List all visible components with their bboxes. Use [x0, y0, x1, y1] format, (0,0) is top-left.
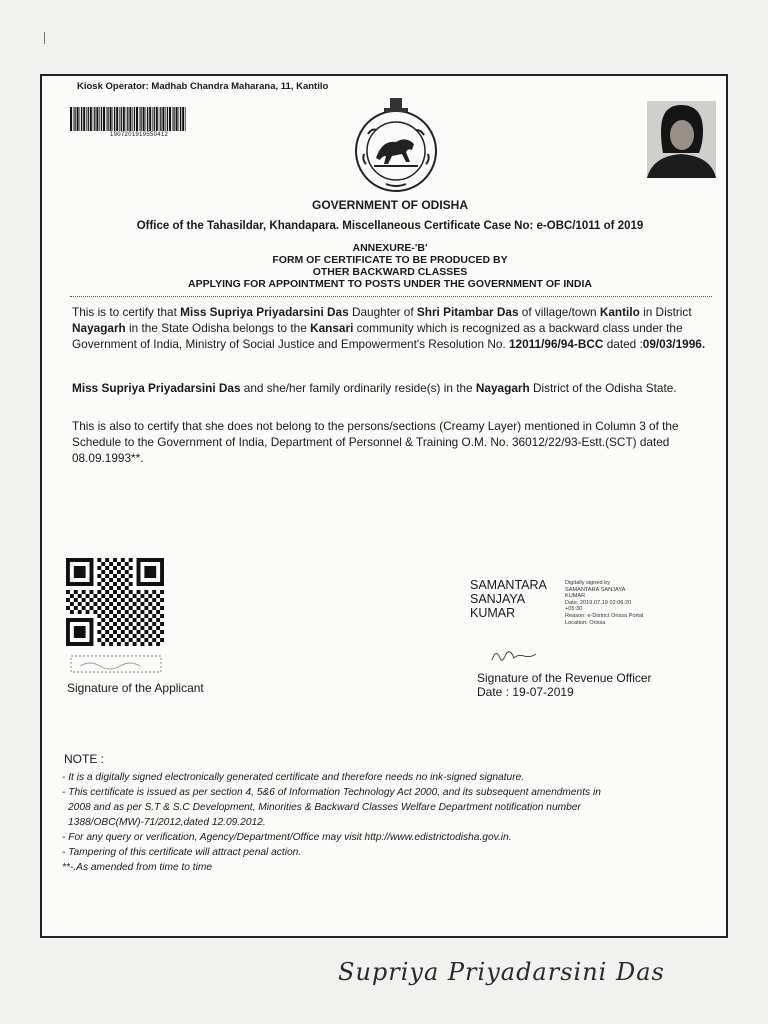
qr-module — [105, 606, 109, 610]
qr-module — [117, 594, 121, 598]
barcode-bar — [176, 107, 178, 131]
village: Kantilo — [599, 305, 640, 319]
barcode-bar — [107, 107, 108, 131]
qr-module — [144, 606, 148, 610]
barcode-bar — [81, 107, 82, 131]
barcode-bar — [159, 107, 160, 131]
qr-module — [109, 626, 113, 630]
qr-module — [148, 618, 152, 622]
parent-name: Shri Pitambar Das — [416, 305, 519, 319]
qr-module — [105, 582, 109, 586]
qr-module — [129, 574, 133, 578]
qr-module — [148, 634, 152, 638]
qr-module — [160, 590, 164, 594]
qr-module — [129, 606, 133, 610]
barcode-bar — [110, 107, 112, 131]
barcode-bar — [149, 107, 151, 131]
qr-module — [160, 630, 164, 634]
qr-module — [133, 626, 137, 630]
qr-module — [152, 622, 156, 626]
qr-module — [125, 570, 129, 574]
qr-module — [129, 630, 133, 634]
qr-module — [144, 622, 148, 626]
barcode-bar — [121, 107, 122, 131]
barcode-bar — [167, 107, 168, 131]
resolution-number: 12011/96/94-BCC — [508, 337, 604, 351]
signer-name-line: KUMAR — [470, 606, 516, 620]
qr-module — [82, 606, 86, 610]
qr-module — [121, 606, 125, 610]
qr-module — [93, 602, 97, 606]
barcode-bar — [119, 107, 120, 131]
handwritten-signature: Supriya Priyadarsini Das — [338, 958, 665, 986]
barcode-bar — [143, 107, 145, 131]
note-item-continuation: 2008 and as per S.T & S.C Development, Minorities & Backward Classes Welfare Department notification number — [68, 802, 581, 813]
qr-module — [93, 594, 97, 598]
qr-module — [140, 602, 144, 606]
barcode-bar — [114, 107, 115, 131]
qr-module — [97, 630, 101, 634]
qr-module — [78, 610, 82, 614]
qr-module — [97, 606, 101, 610]
annexure-heading — [60, 242, 720, 290]
barcode-bar — [162, 107, 164, 131]
barcode-bar — [140, 107, 141, 131]
barcode-bar — [152, 107, 153, 131]
qr-module — [97, 590, 101, 594]
qr-module — [90, 598, 94, 602]
qr-module — [156, 626, 160, 630]
qr-module — [129, 566, 133, 570]
qr-module — [160, 606, 164, 610]
qr-module — [86, 610, 90, 614]
qr-module — [140, 642, 144, 646]
odisha-emblem-icon — [346, 94, 446, 194]
qr-module — [109, 586, 113, 590]
qr-module — [109, 594, 113, 598]
qr-module — [152, 598, 156, 602]
certificate-paragraph-1 — [72, 304, 712, 352]
barcode-bar — [77, 107, 79, 131]
qr-module — [144, 614, 148, 618]
signer-name-line: SANJAYA — [470, 592, 526, 606]
qr-module — [129, 558, 133, 562]
note-item: **-.As amended from time to time — [62, 862, 213, 873]
qr-module — [113, 638, 117, 642]
qr-module — [105, 622, 109, 626]
qr-module — [117, 618, 121, 622]
qr-module — [113, 574, 117, 578]
qr-module — [105, 574, 109, 578]
qr-module — [156, 618, 160, 622]
qr-module — [86, 594, 90, 598]
community: Kansari — [310, 321, 354, 335]
qr-module — [70, 594, 74, 598]
officer-initials — [488, 646, 544, 666]
qr-module — [117, 562, 121, 566]
qr-module — [78, 602, 82, 606]
qr-module — [117, 642, 121, 646]
form-line-2: OTHER BACKWARD CLASSES — [312, 266, 468, 278]
qr-module — [129, 582, 133, 586]
qr-module — [117, 570, 121, 574]
qr-module — [105, 590, 109, 594]
qr-module — [74, 598, 78, 602]
barcode-bar — [73, 107, 74, 131]
barcode-bar — [96, 107, 98, 131]
qr-module — [133, 618, 137, 622]
barcode-bar — [154, 107, 155, 131]
barcode-bar — [160, 107, 161, 131]
barcode-bar — [80, 107, 81, 131]
form-line-3: APPLYING FOR APPOINTMENT TO POSTS UNDER THE GOVERNMENT OF INDIA — [188, 278, 592, 290]
qr-module — [133, 610, 137, 614]
qr-module — [113, 630, 117, 634]
qr-module — [66, 590, 70, 594]
digital-signer-name — [470, 578, 547, 620]
qr-module — [113, 566, 117, 570]
qr-module — [97, 558, 101, 562]
qr-module — [66, 598, 70, 602]
qr-module — [117, 602, 121, 606]
qr-module — [101, 602, 105, 606]
certificate-paragraph-3: This is also to certify that she does not belong to the persons/sections (Creamy Layer) mentioned in Column 3 of the Schedule to the Government of India, Department of Personnel & Training O.M. No. 36012/22/93-Estt.(SCT) dated 08.09.1993**. — [72, 419, 679, 465]
qr-module — [148, 602, 152, 606]
qr-module — [121, 574, 125, 578]
barcode-bar — [123, 107, 125, 131]
note-item: - This certificate is issued as per section 4, 5&6 of Information Technology Act 2000, and its subsequent amendments in — [62, 787, 601, 798]
qr-module — [152, 590, 156, 594]
text: of village/town — [518, 305, 600, 319]
qr-module — [152, 638, 156, 642]
certificate-paragraph-2 — [72, 380, 712, 396]
barcode — [70, 107, 188, 131]
qr-module — [113, 614, 117, 618]
qr-module — [97, 622, 101, 626]
qr-module — [101, 634, 105, 638]
qr-module — [140, 594, 144, 598]
text: in the State Odisha belongs to the — [125, 321, 311, 335]
qr-module — [117, 626, 121, 630]
signature-date: Date : 19-07-2019 — [477, 685, 574, 699]
barcode-number: 1907201919550412 — [110, 132, 169, 138]
qr-module — [105, 614, 109, 618]
qr-module — [113, 590, 117, 594]
qr-module — [140, 626, 144, 630]
meta-line: KUMAR — [565, 593, 586, 600]
qr-module — [82, 598, 86, 602]
barcode-bar — [88, 107, 89, 131]
qr-module — [70, 610, 74, 614]
qr-module — [160, 614, 164, 618]
barcode-bar — [93, 107, 94, 131]
qr-module — [121, 582, 125, 586]
qr-module — [125, 618, 129, 622]
qr-module — [93, 610, 97, 614]
qr-module — [129, 638, 133, 642]
barcode-bar — [139, 107, 140, 131]
qr-module — [109, 610, 113, 614]
qr-module — [137, 598, 141, 602]
qr-module — [97, 574, 101, 578]
qr-module — [74, 606, 78, 610]
qr-module — [113, 598, 117, 602]
qr-module — [109, 618, 113, 622]
qr-module — [97, 566, 101, 570]
barcode-bar — [179, 107, 180, 131]
qr-module — [113, 558, 117, 562]
barcode-bar — [106, 107, 107, 131]
qr-module — [105, 630, 109, 634]
qr-module — [133, 642, 137, 646]
qr-finder — [74, 566, 86, 578]
text: and she/her family ordinarily reside(s) in the — [240, 381, 476, 395]
qr-module — [160, 622, 164, 626]
qr-module — [121, 630, 125, 634]
qr-module — [78, 594, 82, 598]
qr-module — [140, 618, 144, 622]
qr-module — [101, 562, 105, 566]
barcode-bar — [146, 107, 147, 131]
applicant-name: Miss Supriya Priyadarsini Das — [72, 381, 241, 395]
qr-module — [101, 618, 105, 622]
qr-module — [97, 614, 101, 618]
qr-module — [109, 578, 113, 582]
qr-module — [156, 602, 160, 606]
qr-module — [137, 622, 141, 626]
qr-module — [144, 598, 148, 602]
qr-module — [101, 578, 105, 582]
qr-module — [90, 606, 94, 610]
qr-module — [144, 630, 148, 634]
qr-module — [148, 626, 152, 630]
barcode-bar — [185, 107, 186, 131]
qr-module — [101, 594, 105, 598]
barcode-bar — [70, 107, 72, 131]
barcode-bar — [169, 107, 171, 131]
qr-module — [109, 634, 113, 638]
qr-module — [156, 610, 160, 614]
text: community which is recognized as a backward class under the Government of India, Ministry of Social Justice and Empowerment's Resolution No. — [72, 321, 683, 351]
qr-module — [137, 630, 141, 634]
barcode-bar — [126, 107, 127, 131]
qr-module — [133, 634, 137, 638]
barcode-bar — [147, 107, 148, 131]
digital-signature-details — [565, 580, 675, 626]
qr-module — [70, 602, 74, 606]
barcode-bar — [99, 107, 100, 131]
qr-module — [137, 614, 141, 618]
qr-module — [117, 634, 121, 638]
resolution-date: 09/03/1996. — [642, 337, 706, 351]
barcode-bar — [127, 107, 128, 131]
qr-module — [113, 606, 117, 610]
qr-module — [156, 642, 160, 646]
applicant-name: Miss Supriya Priyadarsini Das — [180, 305, 349, 319]
qr-module — [125, 642, 129, 646]
barcode-bar — [74, 107, 75, 131]
qr-code — [66, 558, 164, 646]
qr-module — [156, 594, 160, 598]
qr-module — [125, 634, 129, 638]
qr-module — [156, 634, 160, 638]
meta-line: Date: 2019.07.19 02:06:20 — [565, 599, 632, 606]
qr-module — [148, 610, 152, 614]
qr-module — [160, 638, 164, 642]
qr-module — [86, 602, 90, 606]
note-item: - It is a digitally signed electronically generated certificate and therefore needs no ink-signed signature. — [62, 772, 525, 783]
qr-module — [105, 566, 109, 570]
barcode-bar — [113, 107, 114, 131]
note-item: - For any query or verification, Agency/Department/Office may visit http://www.edistrictodisha.gov.in. — [62, 832, 512, 843]
qr-module — [97, 598, 101, 602]
qr-module — [125, 562, 129, 566]
meta-line: Reason: e-District Orissa Portal — [565, 612, 644, 619]
text: dated : — [603, 337, 643, 351]
qr-module — [125, 586, 129, 590]
qr-module — [109, 602, 113, 606]
qr-module — [101, 570, 105, 574]
qr-module — [125, 610, 129, 614]
qr-module — [121, 566, 125, 570]
qr-module — [152, 614, 156, 618]
qr-module — [109, 570, 113, 574]
qr-module — [105, 638, 109, 642]
qr-module — [74, 590, 78, 594]
qr-module — [121, 622, 125, 626]
qr-module — [129, 622, 133, 626]
barcode-bar — [101, 107, 102, 131]
note-item-continuation: 1388/OBC(MW)-71/2012,dated 12.09.2012. — [68, 817, 266, 828]
qr-module — [109, 562, 113, 566]
text: Daughter of — [348, 305, 417, 319]
barcode-bar — [165, 107, 166, 131]
barcode-bar — [136, 107, 138, 131]
qr-module — [121, 614, 125, 618]
meta-line: SAMANTARA SANJAYA — [565, 586, 626, 593]
qr-module — [121, 558, 125, 562]
barcode-bar — [172, 107, 173, 131]
qr-module — [113, 622, 117, 626]
signer-name-line: SAMANTARA — [470, 578, 547, 592]
note-item: - Tampering of this certificate will attract penal action. — [62, 847, 302, 858]
qr-module — [113, 582, 117, 586]
barcode-bar — [129, 107, 131, 131]
barcode-bar — [90, 107, 92, 131]
qr-module — [148, 642, 152, 646]
barcode-bar — [156, 107, 158, 131]
barcode-bar — [180, 107, 181, 131]
government-heading: GOVERNMENT OF ODISHA — [311, 198, 468, 212]
qr-module — [125, 578, 129, 582]
district: Nayagarh — [72, 321, 126, 335]
annexure-label: ANNEXURE-'B' — [352, 242, 428, 254]
qr-module — [152, 606, 156, 610]
qr-module — [137, 606, 141, 610]
text: in District — [639, 305, 692, 319]
office-case-line: Office of the Tahasildar, Khandapara. Miscellaneous Certificate Case No: e-OBC/1011 of 2019 — [136, 220, 644, 232]
qr-module — [101, 610, 105, 614]
applicant-signature-stamp — [70, 655, 162, 673]
qr-module — [129, 598, 133, 602]
qr-module — [144, 638, 148, 642]
text: This is to certify that — [72, 305, 181, 319]
qr-module — [125, 626, 129, 630]
barcode-bar — [86, 107, 87, 131]
applicant-photo — [647, 101, 716, 178]
form-line-1: FORM OF CERTIFICATE TO BE PRODUCED BY — [272, 254, 508, 266]
meta-line: Digitally signed by — [565, 580, 611, 586]
barcode-bar — [83, 107, 85, 131]
scan-mark — [44, 32, 45, 44]
qr-module — [125, 594, 129, 598]
qr-module — [160, 598, 164, 602]
qr-module — [133, 602, 137, 606]
qr-module — [105, 558, 109, 562]
note-heading: NOTE : — [64, 752, 105, 766]
revenue-officer-label: Signature of the Revenue Officer — [477, 671, 652, 685]
qr-module — [82, 590, 86, 594]
meta-line: Location: Orissa — [565, 619, 606, 626]
qr-module — [90, 590, 94, 594]
qr-module — [105, 598, 109, 602]
qr-finder — [144, 566, 156, 578]
qr-module — [125, 602, 129, 606]
divider — [70, 296, 712, 297]
revenue-officer-block — [477, 671, 652, 699]
barcode-bar — [94, 107, 95, 131]
qr-module — [129, 590, 133, 594]
meta-line: +05:30 — [565, 606, 583, 613]
barcode-bar — [132, 107, 133, 131]
qr-module — [137, 638, 141, 642]
district: Nayagarh — [475, 381, 530, 395]
qr-module — [109, 642, 113, 646]
qr-module — [140, 610, 144, 614]
qr-module — [97, 638, 101, 642]
barcode-bar — [182, 107, 184, 131]
qr-module — [140, 634, 144, 638]
qr-module — [148, 594, 152, 598]
barcode-bar — [116, 107, 118, 131]
qr-module — [97, 582, 101, 586]
barcode-bar — [103, 107, 105, 131]
applicant-signature-label: Signature of the Applicant — [67, 681, 204, 695]
qr-module — [121, 638, 125, 642]
qr-module — [121, 590, 125, 594]
qr-module — [129, 614, 133, 618]
qr-module — [133, 594, 137, 598]
qr-module — [121, 598, 125, 602]
qr-module — [117, 586, 121, 590]
barcode-bar — [134, 107, 135, 131]
qr-module — [101, 586, 105, 590]
qr-module — [144, 590, 148, 594]
qr-finder — [74, 626, 86, 638]
kiosk-operator: Kiosk Operator: Madhab Chandra Maharana, 11, Kantilo — [77, 81, 329, 92]
qr-module — [66, 606, 70, 610]
qr-module — [101, 626, 105, 630]
qr-module — [101, 642, 105, 646]
qr-module — [117, 610, 121, 614]
text: District of the Odisha State. — [529, 381, 677, 395]
qr-module — [152, 630, 156, 634]
notes-list — [62, 770, 682, 875]
barcode-bar — [173, 107, 174, 131]
qr-module — [137, 590, 141, 594]
qr-module — [117, 578, 121, 582]
